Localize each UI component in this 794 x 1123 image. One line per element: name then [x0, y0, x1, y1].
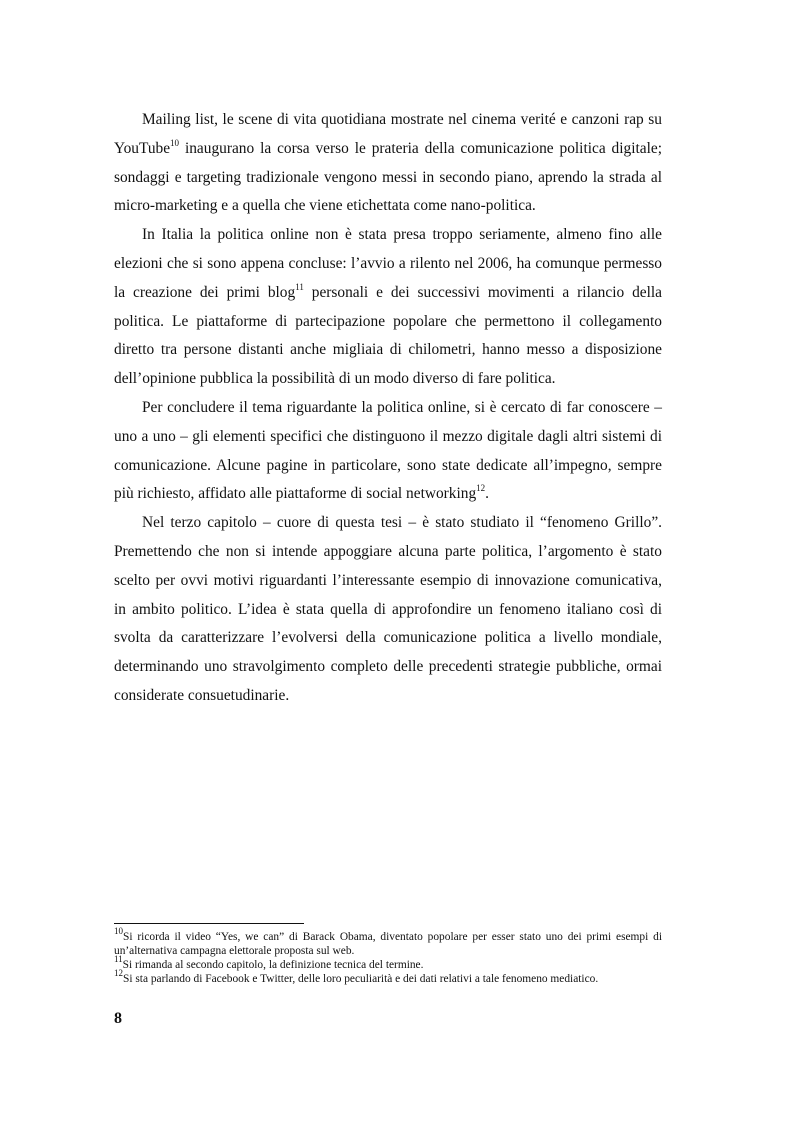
body-text [114, 106, 662, 711]
paragraph-3 [114, 394, 662, 509]
footnotes [114, 923, 662, 986]
footnote-ref-12[interactable]: 12 [476, 483, 486, 494]
footnote-11 [114, 954, 662, 972]
footnote-ref-10[interactable]: 10 [170, 137, 180, 148]
paragraph-4 [114, 509, 662, 711]
footnote-text: Si rimanda al secondo capitolo, la definizione tecnica del termine. [122, 959, 424, 971]
paragraph-3-text-a: Per concludere il tema riguardante la politica online, si è cercato di far conoscere – uno a uno – gli elementi specifici che distinguono il mezzo digitale dagli altri sistemi di comunicazione. Alcune pagine in particolare, sono state dedicate all’impegno, sempre più richiesto, affidato alle piattaforme di social networking [114, 398, 662, 503]
footnote-text: Si ricorda il video “Yes, we can” di Barack Obama, diventato popolare per esser stato uno dei primi esempi di un’alternativa campagna elettorale proposta sul web. [114, 931, 662, 957]
paragraph-1-text-a: Mailing list, le scene di vita quotidiana mostrate nel cinema verité e canzoni rap su YouTube [114, 111, 662, 157]
paragraph-2-text-a: In Italia la politica online non è stata presa troppo seriamente, almeno fino alle elezioni che si sono appena concluse: l’avvio a rilento nel 2006, ha comunque permesso la creazione dei primi blog [114, 226, 662, 301]
paragraph-4-text: Nel terzo capitolo – cuore di questa tesi – è stato studiato il “fenomeno Grillo”. Premettendo che non si intende appoggiare alcuna parte politica, l’argomento è stato scelto per ovvi motivi riguardanti l’interessante esempio di innovazione comunicativa, in ambito politico. L’idea è stata quella di approfondire un fenomeno italiano così di svolta da caratterizzare l’evolversi della comunicazione politica a livello mondiale, determinando uno stravolgimento completo delle precedenti strategie pubbliche, ormai considerate consuetudinarie. [114, 514, 662, 704]
paragraph-3-text-b: . [485, 485, 489, 503]
footnote-ref-11[interactable]: 11 [295, 281, 304, 292]
footnote-number: 12 [114, 968, 123, 979]
page-number: 8 [114, 1010, 122, 1027]
footnote-12 [114, 968, 662, 986]
footnote-rule [114, 923, 304, 924]
footnote-number: 10 [114, 926, 123, 937]
paragraph-2 [114, 221, 662, 394]
paragraph-1-text-b: inaugurano la corsa verso le prateria della comunicazione politica digitale; sondaggi e targeting tradizionale vengono messi in secondo piano, aprendo la strada al micro-marketing e a quella che viene etichettata come nano-politica. [114, 139, 662, 215]
footnote-10 [114, 926, 662, 958]
paragraph-2-text-b: personali e dei successivi movimenti a rilancio della politica. Le piattaforme di partecipazione popolare che permettono il collegamento diretto tra persone distanti anche migliaia di chilometri, hanno messo a disposizione dell’opinione pubblica la possibilità di un modo diverso di fare politica. [114, 283, 662, 388]
footnote-text: Si sta parlando di Facebook e Twitter, delle loro peculiarità e dei dati relativi a tale fenomeno mediatico. [123, 973, 599, 985]
paragraph-1 [114, 106, 662, 221]
footnote-number: 11 [114, 954, 123, 965]
